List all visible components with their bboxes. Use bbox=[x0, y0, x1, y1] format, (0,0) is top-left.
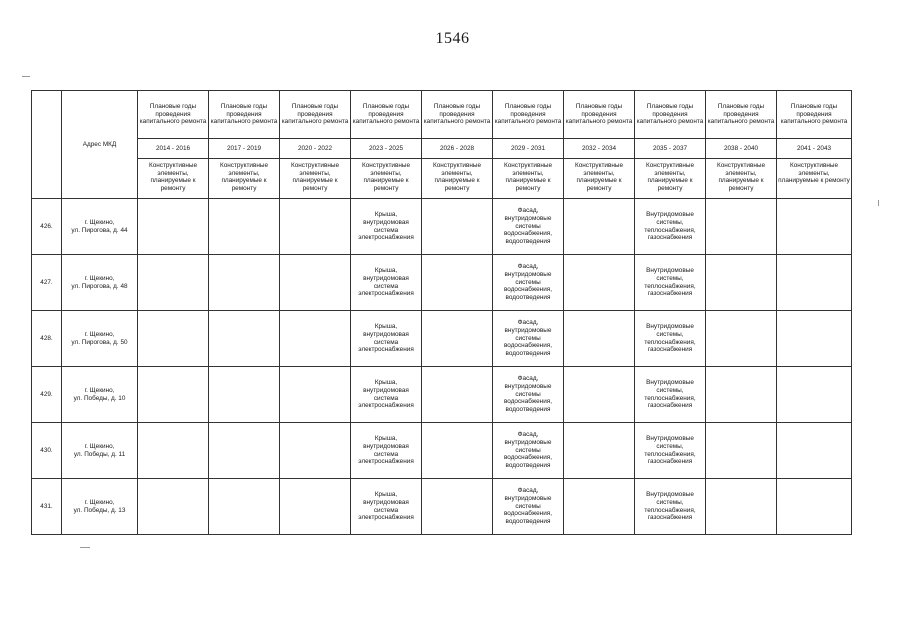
repair-elements-cell: Внутридомовые системы, теплоснабжения, газоснабжения bbox=[635, 199, 706, 255]
repair-elements-cell bbox=[777, 479, 852, 535]
page-number: 1546 bbox=[435, 30, 470, 47]
repair-elements-cell: Фасад, внутридомовые системы водоснабжения, водоотведения bbox=[493, 199, 564, 255]
elements-label-header: Конструктивные элементы, планируемые к ремонту bbox=[280, 159, 351, 199]
repair-elements-cell bbox=[422, 199, 493, 255]
address-line: ул. Победы, д. 11 bbox=[73, 450, 126, 458]
row-number: 428. bbox=[32, 311, 62, 367]
repair-elements-cell: Фасад, внутридомовые системы водоснабжения, водоотведения bbox=[493, 311, 564, 367]
row-number: 427. bbox=[32, 255, 62, 311]
period-years: 2038 - 2040 bbox=[706, 139, 777, 159]
repair-elements-cell bbox=[138, 255, 209, 311]
repair-elements-cell bbox=[209, 255, 280, 311]
repair-elements-cell: Крыша, внутридомовая система электроснабжения bbox=[351, 423, 422, 479]
repair-elements-cell: Крыша, внутридомовая система электроснабжения bbox=[351, 367, 422, 423]
table-row bbox=[32, 255, 852, 311]
repair-elements-cell bbox=[138, 367, 209, 423]
repair-elements-cell: Крыша, внутридомовая система электроснабжения bbox=[351, 311, 422, 367]
period-years: 2023 - 2025 bbox=[351, 139, 422, 159]
elements-label-header: Конструктивные элементы, планируемые к ремонту bbox=[493, 159, 564, 199]
repair-elements-cell bbox=[777, 423, 852, 479]
period-years: 2020 - 2022 bbox=[280, 139, 351, 159]
table-row bbox=[32, 311, 852, 367]
elements-label-header: Конструктивные элементы, планируемые к ремонту bbox=[422, 159, 493, 199]
repair-elements-cell: Внутридомовые системы, теплоснабжения, газоснабжения bbox=[635, 479, 706, 535]
address-line: г. Щекино, bbox=[84, 498, 115, 506]
building-address bbox=[62, 479, 138, 535]
table-body bbox=[32, 91, 852, 535]
period-label-header: Плановые годы проведения капитального ремонта bbox=[706, 91, 777, 139]
repair-elements-cell bbox=[564, 479, 635, 535]
repair-elements-cell bbox=[777, 311, 852, 367]
repair-elements-cell bbox=[564, 367, 635, 423]
table-row bbox=[32, 479, 852, 535]
repair-elements-cell bbox=[564, 199, 635, 255]
elements-label-header: Конструктивные элементы, планируемые к ремонту bbox=[777, 159, 852, 199]
elements-label-header: Конструктивные элементы, планируемые к ремонту bbox=[138, 159, 209, 199]
building-address bbox=[62, 311, 138, 367]
repair-elements-cell bbox=[280, 311, 351, 367]
repair-elements-cell bbox=[706, 255, 777, 311]
repair-elements-cell bbox=[564, 311, 635, 367]
building-address bbox=[62, 423, 138, 479]
period-years: 2035 - 2037 bbox=[635, 139, 706, 159]
period-label-header: Плановые годы проведения капитального ремонта bbox=[564, 91, 635, 139]
repair-elements-cell bbox=[209, 423, 280, 479]
period-label-header: Плановые годы проведения капитального ремонта bbox=[209, 91, 280, 139]
repair-elements-cell bbox=[706, 423, 777, 479]
elements-label-header: Конструктивные элементы, планируемые к ремонту bbox=[564, 159, 635, 199]
repair-elements-cell bbox=[209, 199, 280, 255]
repair-elements-cell bbox=[209, 479, 280, 535]
building-address bbox=[62, 255, 138, 311]
row-number: 430. bbox=[32, 423, 62, 479]
row-number: 426. bbox=[32, 199, 62, 255]
period-label-header: Плановые годы проведения капитального ремонта bbox=[138, 91, 209, 139]
address-header: Адрес МКД bbox=[62, 91, 138, 199]
header-blank bbox=[32, 91, 62, 199]
repair-elements-cell bbox=[777, 367, 852, 423]
table-row bbox=[32, 367, 852, 423]
repair-elements-cell bbox=[422, 479, 493, 535]
scan-mark bbox=[80, 547, 90, 548]
repair-elements-cell bbox=[138, 199, 209, 255]
address-line: ул. Победы, д. 10 bbox=[73, 394, 126, 402]
row-number: 431. bbox=[32, 479, 62, 535]
capital-repair-plan-table bbox=[31, 90, 852, 535]
address-line: г. Щекино, bbox=[84, 218, 115, 226]
repair-elements-cell: Внутридомовые системы, теплоснабжения, газоснабжения bbox=[635, 423, 706, 479]
period-label-header: Плановые годы проведения капитального ремонта bbox=[635, 91, 706, 139]
repair-elements-cell: Крыша, внутридомовая система электроснабжения bbox=[351, 255, 422, 311]
period-years: 2014 - 2016 bbox=[138, 139, 209, 159]
repair-elements-cell bbox=[422, 311, 493, 367]
repair-elements-cell bbox=[564, 255, 635, 311]
period-years: 2029 - 2031 bbox=[493, 139, 564, 159]
repair-elements-cell bbox=[209, 311, 280, 367]
repair-elements-cell: Фасад, внутридомовые системы водоснабжения, водоотведения bbox=[493, 367, 564, 423]
repair-elements-cell: Внутридомовые системы, теплоснабжения, газоснабжения bbox=[635, 255, 706, 311]
elements-label-header: Конструктивные элементы, планируемые к ремонту bbox=[635, 159, 706, 199]
repair-elements-cell bbox=[138, 423, 209, 479]
elements-label-header: Конструктивные элементы, планируемые к ремонту bbox=[351, 159, 422, 199]
address-line: ул. Пирогова, д. 48 bbox=[71, 282, 128, 290]
repair-elements-cell: Фасад, внутридомовые системы водоснабжения, водоотведения bbox=[493, 479, 564, 535]
building-address bbox=[62, 367, 138, 423]
period-label-header: Плановые годы проведения капитального ремонта bbox=[280, 91, 351, 139]
repair-elements-cell bbox=[422, 255, 493, 311]
repair-elements-cell: Внутридомовые системы, теплоснабжения, газоснабжения bbox=[635, 311, 706, 367]
repair-elements-cell bbox=[777, 255, 852, 311]
repair-elements-cell bbox=[209, 367, 280, 423]
repair-elements-cell bbox=[777, 199, 852, 255]
repair-elements-cell bbox=[280, 255, 351, 311]
scan-mark bbox=[22, 76, 30, 77]
scan-mark bbox=[878, 200, 879, 206]
repair-elements-cell bbox=[138, 311, 209, 367]
address-line: ул. Победы, д. 13 bbox=[73, 506, 126, 514]
address-line: ул. Пирогова, д. 50 bbox=[71, 338, 128, 346]
repair-elements-cell: Фасад, внутридомовые системы водоснабжения, водоотведения bbox=[493, 423, 564, 479]
repair-elements-cell bbox=[706, 479, 777, 535]
address-line: ул. Пирогова, д. 44 bbox=[71, 226, 128, 234]
period-label-header: Плановые годы проведения капитального ремонта bbox=[422, 91, 493, 139]
repair-elements-cell: Крыша, внутридомовая система электроснабжения bbox=[351, 199, 422, 255]
repair-elements-cell: Фасад, внутридомовые системы водоснабжения, водоотведения bbox=[493, 255, 564, 311]
table-row bbox=[32, 423, 852, 479]
elements-label-header: Конструктивные элементы, планируемые к ремонту bbox=[209, 159, 280, 199]
period-label-header: Плановые годы проведения капитального ремонта bbox=[351, 91, 422, 139]
row-number: 429. bbox=[32, 367, 62, 423]
period-years: 2017 - 2019 bbox=[209, 139, 280, 159]
building-address bbox=[62, 199, 138, 255]
period-years: 2041 - 2043 bbox=[777, 139, 852, 159]
repair-elements-cell bbox=[280, 199, 351, 255]
address-line: г. Щекино, bbox=[84, 386, 115, 394]
repair-elements-cell bbox=[422, 367, 493, 423]
elements-label-header: Конструктивные элементы, планируемые к ремонту bbox=[706, 159, 777, 199]
repair-elements-cell bbox=[280, 367, 351, 423]
repair-elements-cell bbox=[706, 199, 777, 255]
repair-elements-cell bbox=[280, 479, 351, 535]
table-row bbox=[32, 199, 852, 255]
address-line: г. Щекино, bbox=[84, 442, 115, 450]
repair-elements-cell bbox=[564, 423, 635, 479]
period-years: 2026 - 2028 bbox=[422, 139, 493, 159]
period-label-header: Плановые годы проведения капитального ремонта bbox=[777, 91, 852, 139]
repair-elements-cell bbox=[138, 479, 209, 535]
repair-elements-cell: Внутридомовые системы, теплоснабжения, газоснабжения bbox=[635, 367, 706, 423]
repair-elements-cell bbox=[280, 423, 351, 479]
repair-elements-cell bbox=[706, 367, 777, 423]
period-years: 2032 - 2034 bbox=[564, 139, 635, 159]
repair-elements-cell bbox=[706, 311, 777, 367]
period-label-header: Плановые годы проведения капитального ремонта bbox=[493, 91, 564, 139]
address-line: г. Щекино, bbox=[84, 330, 115, 338]
repair-elements-cell: Крыша, внутридомовая система электроснабжения bbox=[351, 479, 422, 535]
address-line: г. Щекино, bbox=[84, 274, 115, 282]
repair-elements-cell bbox=[422, 423, 493, 479]
